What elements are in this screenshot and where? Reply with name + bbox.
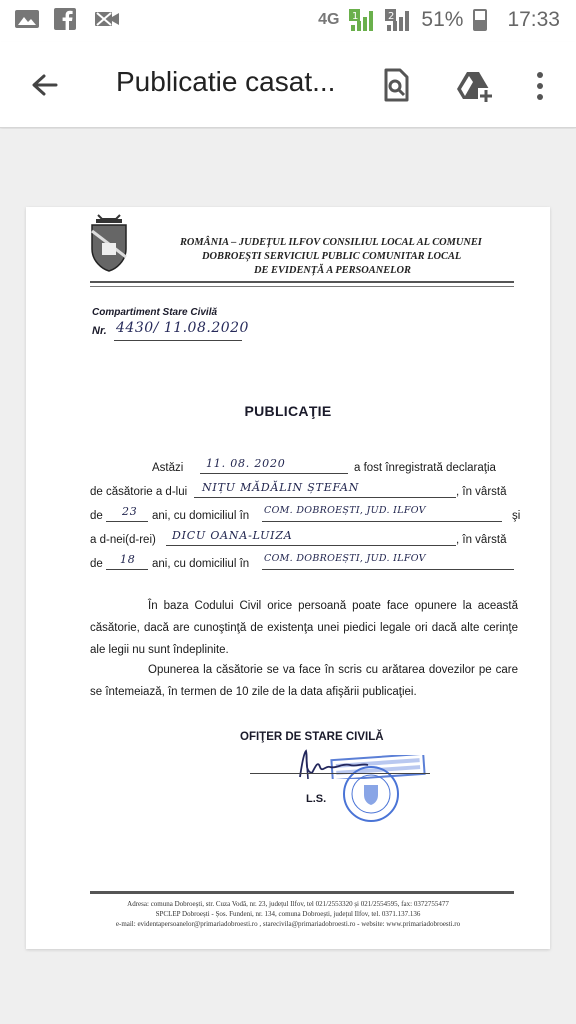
underline-groom (194, 497, 456, 498)
gallery-icon (14, 8, 40, 30)
text-astazi: Astăzi (152, 462, 184, 474)
underline-groom-age (106, 521, 148, 522)
footer-spclep: SPCLEP Dobroești - Șos. Fundeni, nr. 134, comuna Dobroești, județul Ilfov, tel. 0371.137.136 (155, 910, 421, 918)
handwritten-bride-address: COM. DOBROEȘTI, JUD. ILFOV (264, 553, 426, 564)
clock: 17:33 (507, 8, 560, 31)
text-ani-domiciliu-2: ani, cu domiciliul în (152, 558, 250, 570)
handwritten-date: 11. 08. 2020 (206, 457, 286, 470)
video-off-icon (94, 8, 120, 30)
header-line-3: DE EVIDENȚĂ A PERSOANELOR (254, 265, 411, 276)
notification-icons (14, 8, 120, 30)
more-vert-icon (518, 64, 562, 108)
signature-line (250, 773, 430, 774)
handwritten-groom-name: NIȚU MĂDĂLIN ȘTEFAN (202, 481, 360, 494)
registration-underline (114, 340, 242, 341)
underline-date (200, 473, 348, 474)
department-label: Compartiment Stare Civilă (92, 307, 218, 318)
text-bride-label: a d-nei(d-rei) (90, 534, 156, 546)
svg-text:2: 2 (388, 11, 395, 22)
footer-contact: e-mail: evidentapersoanelor@primariadobroesti.ro , starecivila@primariadobroesti.ro - website: www.primariadobroesti.ro (115, 920, 461, 928)
handwritten-groom-address: COM. DOBROEȘTI, JUD. ILFOV (264, 505, 426, 516)
text-de: de (90, 510, 103, 522)
header-rule-thin (90, 286, 514, 287)
battery-icon (473, 9, 487, 31)
document-page (26, 207, 550, 949)
paragraph-opposition-procedure: Opunerea la căsătorie se va face în scris cu arătarea dovezilor pe care se întemeiază, în termen de 10 zile de la data afişării publicaţiei. (90, 664, 518, 698)
header-line-1: ROMÂNIA – JUDEȚUL ILFOV CONSILIUL LOCAL AL COMUNEI (180, 237, 482, 248)
signal-sim2-icon (385, 9, 411, 31)
find-in-page-icon (374, 64, 418, 108)
footer-address: Adresa: comuna Dobroești, str. Cuza Vodă, nr. 23, județul Ilfov, tel 021/2553320 și 021/2554595, fax: 0372755477 (127, 900, 449, 908)
text-de-2: de (90, 558, 103, 570)
paragraph-opposition-right: În baza Codului Civil orice persoană poate face opunere la această căsătorie, dacă are cunoştinţă de existenţa unei piedici legale ori dacă alte cerinţe ale legii nu sunt îndeplinite. (90, 600, 518, 656)
signature-icon (292, 745, 372, 785)
document-viewer[interactable] (0, 129, 576, 1024)
back-button[interactable] (22, 64, 66, 108)
handwritten-bride-name: DICU OANA-LUIZA (172, 529, 293, 542)
text-aged: , în vârstă (456, 486, 507, 498)
seal-label: L.S. (306, 793, 327, 805)
underline-groom-address (262, 521, 502, 522)
find-in-page-button[interactable] (374, 64, 418, 108)
footer-rule (90, 891, 514, 894)
handwritten-groom-age: 23 (122, 505, 138, 518)
text-si: şi (512, 510, 521, 522)
text-aged-2: , în vârstă (456, 534, 507, 546)
underline-bride-age (106, 569, 148, 570)
status-bar (0, 0, 576, 42)
app-toolbar (0, 42, 576, 128)
arrow-back-icon (22, 64, 66, 108)
add-to-drive-button[interactable] (452, 64, 496, 108)
battery-percent: 51% (421, 8, 464, 31)
document-heading: PUBLICAŢIE (244, 403, 332, 419)
registration-number: 4430/ 11.08.2020 (116, 320, 249, 336)
underline-bride (166, 545, 456, 546)
underline-bride-address (262, 569, 514, 570)
text-of-marriage: de căsătorie a d-lui (90, 486, 188, 498)
more-options-button[interactable] (518, 64, 562, 108)
handwritten-bride-age: 18 (120, 553, 136, 566)
text-ani-domiciliu: ani, cu domiciliul în (152, 510, 250, 522)
network-type: 4G (318, 11, 340, 28)
facebook-icon (54, 8, 80, 30)
header-line-2: DOBROEȘTI SERVICIUL PUBLIC COMUNITAR LOCAL (202, 251, 462, 262)
document-title: Publicatie casat... (116, 66, 336, 97)
officer-title: OFIŢER DE STARE CIVILĂ (240, 731, 384, 743)
add-to-drive-icon (452, 64, 496, 108)
signal-sim1-icon (349, 9, 375, 31)
system-indicators (318, 8, 560, 32)
text-registered: a fost înregistrată declaraţia (354, 462, 496, 474)
registration-number-label: Nr. (92, 325, 107, 337)
svg-text:1: 1 (352, 11, 359, 22)
coat-of-arms-icon (88, 213, 130, 273)
header-rule (90, 281, 514, 283)
